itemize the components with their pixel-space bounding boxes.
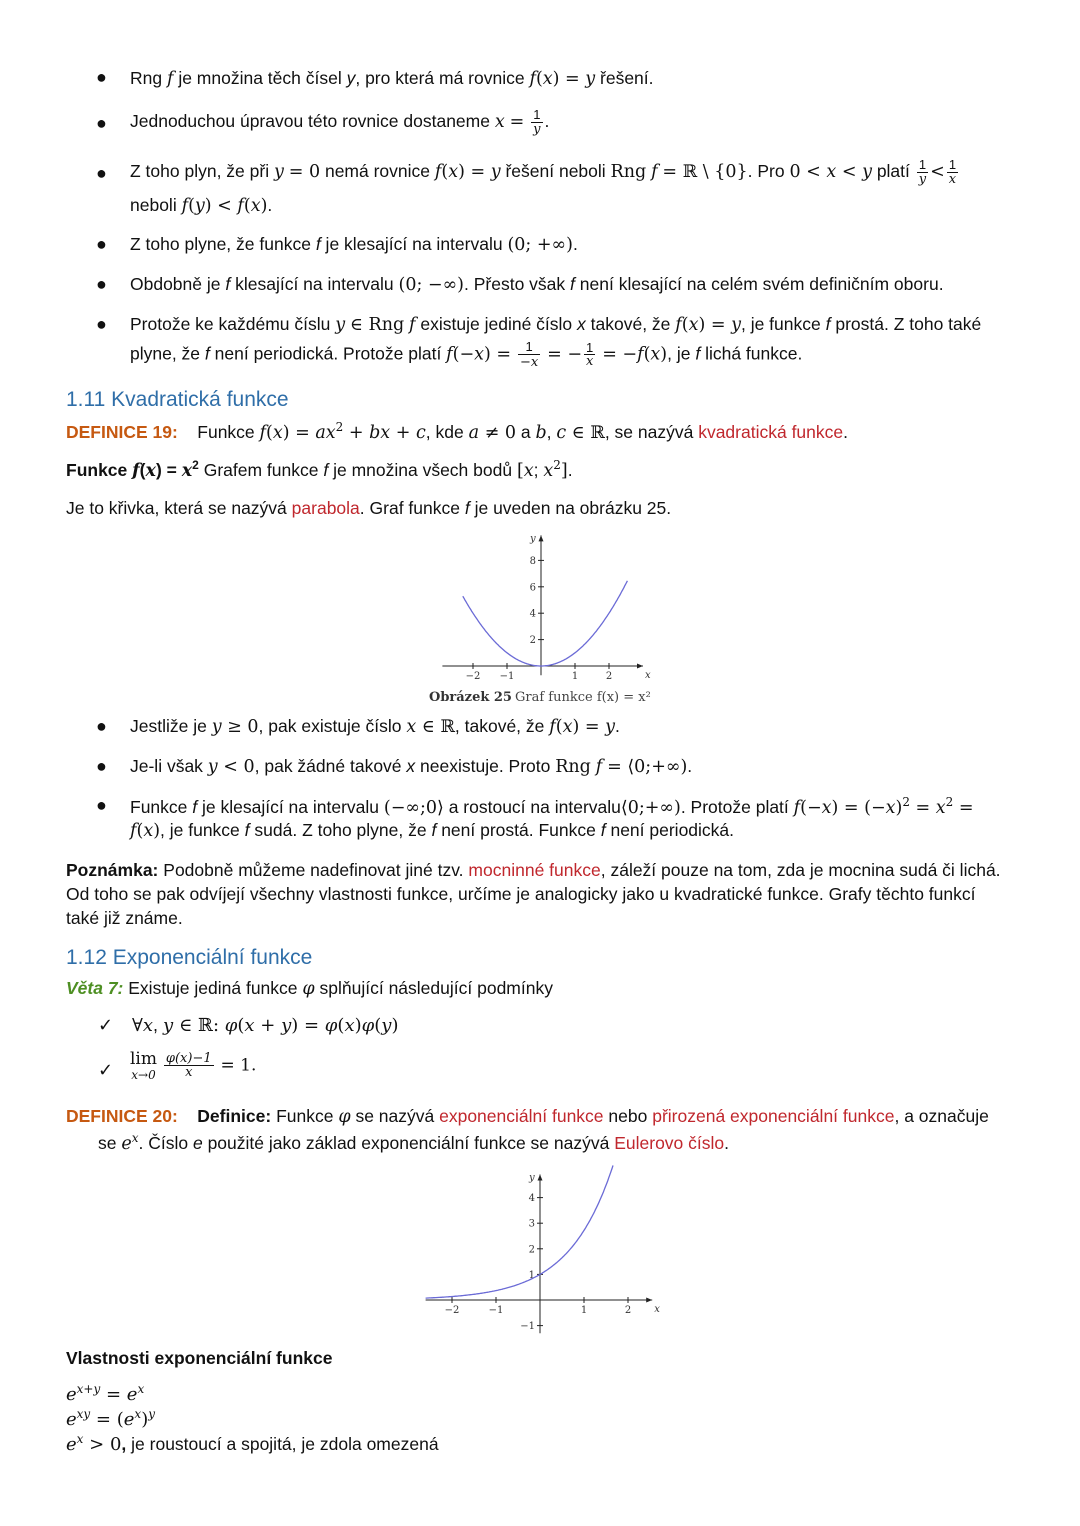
y-axis-label: y [530,533,536,545]
property: $e^{xy} = (e^x)^y$ [66,1407,156,1430]
section-heading: 1.11 Kvadratická funkce [66,388,289,411]
y-tick-label: 8 [529,555,536,567]
paragraph: Z toho plyn, že při y = 0 nemá rovnice f(x) = y řešení neboli Rng f = ℝ \ {0}. Pro 0 < x < y platí $\frac{1}{y}$ < $\frac{1}{x}$ [130,157,957,187]
bullet-dot: ● [96,234,107,254]
bullet-dot: ● [96,113,107,133]
paragraph: Je-li však y < 0, pak žádné takové x neexistuje. Proto Rng f = ⟨0;+∞). [130,756,693,777]
paragraph: Funkce $f(x) = x^2$ Grafem funkce f je množina všech bodů [x; $x^2$]. [66,458,573,481]
check-icon: ✓ [98,1015,114,1035]
chart-series-line [426,1165,613,1298]
x-axis-arrow [646,1298,652,1303]
paragraph: Rng f je množina těch čísel y, pro která má rovnice f(x) = y řešení. [130,68,654,89]
figure-caption-label: Obrázek 25 [429,690,512,705]
y-tick-label: 2 [528,1244,535,1256]
bullet-dot: ● [96,274,107,294]
parabola-chart [425,528,655,710]
paragraph: plyne, že f není periodická. Protože platí f(−x) = $\frac{1}{-x}$ = − $\frac{1}{x}$ = −f(x), je f lichá funkce. [130,339,803,370]
paragraph: Obdobně je f klesající na intervalu (0; −∞). Přesto však f není klesající na celém svém definičním oboru. [130,274,944,295]
bullet-dot: ● [96,314,107,334]
x-tick-label: 2 [624,1305,632,1316]
y-tick-label: 2 [529,635,536,647]
note: Poznámka: Podobně můžeme nadefinovat jiné tzv. mocninné funkce, záleží pouze na tom, zda je mocnina sudá či lichá. [66,860,1001,880]
bullet-dot: ● [96,716,107,736]
x-axis-label: x [654,1304,660,1315]
x-tick-label: 2 [605,671,613,682]
x-tick-label: −2 [444,1305,460,1316]
bullet-dot: ● [96,795,107,815]
y-axis-arrow [538,1175,543,1181]
x-tick-label: −2 [465,671,481,682]
condition: ∀x, y ∈ ℝ: φ(x + y) = φ(x)φ(y) [132,1015,399,1036]
paragraph: Funkce f je klesající na intervalu (−∞;0⟩ a rostoucí na intervalu⟨0;+∞). Protože platí $f(-x) = (-x)^2 = x^2$ = [130,795,974,818]
definition: se $e^x$. Číslo e použité jako základ exponenciální funkce se nazývá Eulerovo číslo. [98,1131,730,1154]
paragraph: f(x), je funkce f sudá. Z toho plyne, že f není prostá. Funkce f není periodická. [130,820,735,841]
bullet-dot: ● [96,163,107,183]
property: $e^{x+y} = e^x$ [66,1382,145,1405]
paragraph: Je to křivka, která se nazývá parabola. Graf funkce f je uveden na obrázku 25. [66,498,672,518]
y-tick-label: 3 [528,1218,535,1230]
note: Od toho se pak odvíjejí všechny vlastnosti funkce, určíme je analogicky jako u kvadratické funkce. Grafy těchto funkcí [66,884,976,904]
y-tick-label: 1 [528,1269,535,1281]
note: také již známe. [66,908,183,928]
paragraph: Protože ke každému číslu y ∈ Rng f existuje jediné číslo x takové, že f(x) = y, je funkce f prostá. Z toho také [130,314,982,335]
paragraph: Jestliže je y ≥ 0, pak existuje číslo x ∈ ℝ, takové, že f(x) = y. [130,716,620,737]
x-tick-label: −1 [488,1305,504,1316]
y-tick-label: 4 [528,1193,535,1205]
figure-caption: Graf funkce f(x) = x² [515,690,651,705]
condition-limit: lim x→0 $\frac{\varphi(x)-1}{x}$ = 1. [130,1049,257,1082]
x-tick-label: 1 [580,1305,588,1316]
y-axis-label: y [529,1172,535,1184]
property: $e^x > 0$, je roustoucí a spojitá, je zdola omezená [66,1432,439,1455]
section-heading: 1.12 Exponenciální funkce [66,946,313,969]
paragraph: Z toho plyne, že funkce f je klesající na intervalu (0; +∞). [130,234,578,255]
y-tick-label: 6 [529,582,536,594]
y-tick-label: −1 [520,1321,535,1333]
properties-heading: Vlastnosti exponenciální funkce [66,1348,333,1368]
bullet-dot: ● [96,67,107,87]
bullet-dot: ● [96,756,107,776]
y-tick-label: 4 [529,608,536,620]
chart-series-line [463,581,628,666]
x-axis-arrow [637,664,643,669]
exponential-chart [420,1162,660,1342]
paragraph: Jednoduchou úpravou této rovnice dostaneme x = $\frac{1}{y}$ . [130,107,550,137]
theorem: Věta 7: Existuje jediná funkce φ splňující následující podmínky [66,978,553,999]
x-tick-label: 1 [571,671,579,682]
x-axis-label: x [645,670,651,681]
definition: DEFINICE 20: Definice: Funkce φ se nazývá exponenciální funkce nebo přirozená exponenciální funkce, a označuje [66,1106,989,1127]
y-axis-arrow [539,535,544,541]
x-tick-label: −1 [499,671,515,682]
check-icon: ✓ [98,1060,114,1080]
definition: DEFINICE 19: Funkce $f(x) = ax^2$ + bx + c, kde a ≠ 0 a b, c ∈ ℝ, se nazývá kvadratická funkce. [66,420,849,443]
paragraph: neboli f(y) < f(x). [130,195,273,216]
